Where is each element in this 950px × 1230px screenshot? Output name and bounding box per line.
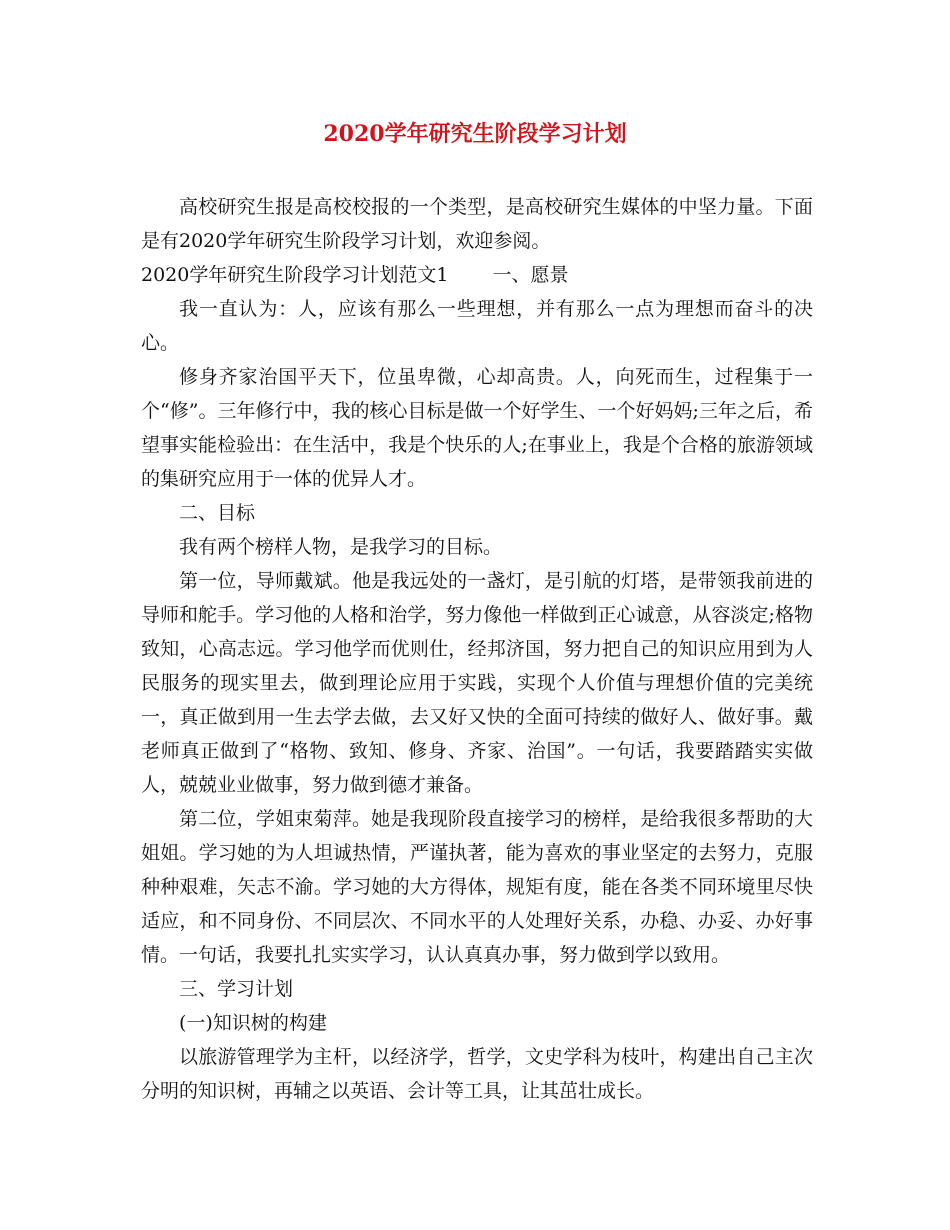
- intro-paragraph: 高校研究生报是高校校报的一个类型，是高校研究生媒体的中坚力量。下面是有2020学年研究生阶段学习计划，欢迎参阅。: [141, 196, 813, 252]
- vision-paragraph-1: 我一直认为：人，应该有那么一些理想，并有那么一点为理想而奋斗的决心。: [141, 298, 813, 354]
- section-heading-goals: 二、目标: [179, 502, 256, 524]
- goal-paragraph-1: 我有两个榜样人物，是我学习的目标。: [179, 536, 503, 558]
- plan-paragraph-1: 以旅游管理学为主杆，以经济学，哲学，文史学科为枝叶，构建出自己主次分明的知识树，再辅之以英语、会计等工具，让其茁壮成长。: [141, 1046, 813, 1102]
- subsection-heading-knowledge-tree: (一)知识树的构建: [179, 1012, 327, 1034]
- sample-heading-line: [141, 258, 813, 292]
- section-heading-vision: 一、愿景: [492, 264, 569, 286]
- vision-paragraph-2: 修身齐家治国平天下，位虽卑微，心却高贵。人，向死而生，过程集于一个“修”。三年修行中，我的核心目标是做一个好学生、一个好妈妈;三年之后，希望事实能检验出：在生活中，我是个快乐的人;在事业上，我是个合格的旅游领域的集研究应用于一体的优异人才。: [141, 366, 813, 490]
- document-title: 2020学年研究生阶段学习计划: [323, 121, 627, 147]
- section-heading-study-plan: 三、学习计划: [179, 978, 294, 1000]
- document-body: [141, 190, 813, 1108]
- goal-paragraph-2: 第一位，导师戴斌。他是我远处的一盏灯，是引航的灯塔，是带领我前进的导师和舵手。学习他的人格和治学，努力像他一样做到正心诚意，从容淡定;格物致知，心高志远。学习他学而优则仕，经邦济国，努力把自己的知识应用到为人民服务的现实里去，做到理论应用于实践，实现个人价值与理想价值的完美统一，真正做到用一生去学去做，去又好又快的全面可持续的做好人、做好事。戴老师真正做到了“格物、致知、修身、齐家、治国”。一句话，我要踏踏实实做人，兢兢业业做事，努力做到德才兼备。: [141, 570, 813, 796]
- goal-paragraph-3: 第二位，学姐束菊萍。她是我现阶段直接学习的榜样，是给我很多帮助的大姐姐。学习她的为人坦诚热情，严谨执著，能为喜欢的事业坚定的去努力，克服种种艰难，矢志不渝。学习她的大方得体，规矩有度，能在各类不同环境里尽快适应，和不同身份、不同层次、不同水平的人处理好关系，办稳、办妥、办好事情。一句话，我要扎扎实实学习，认认真真办事，努力做到学以致用。: [141, 808, 813, 966]
- sample-heading: 2020学年研究生阶段学习计划范文1: [141, 264, 449, 286]
